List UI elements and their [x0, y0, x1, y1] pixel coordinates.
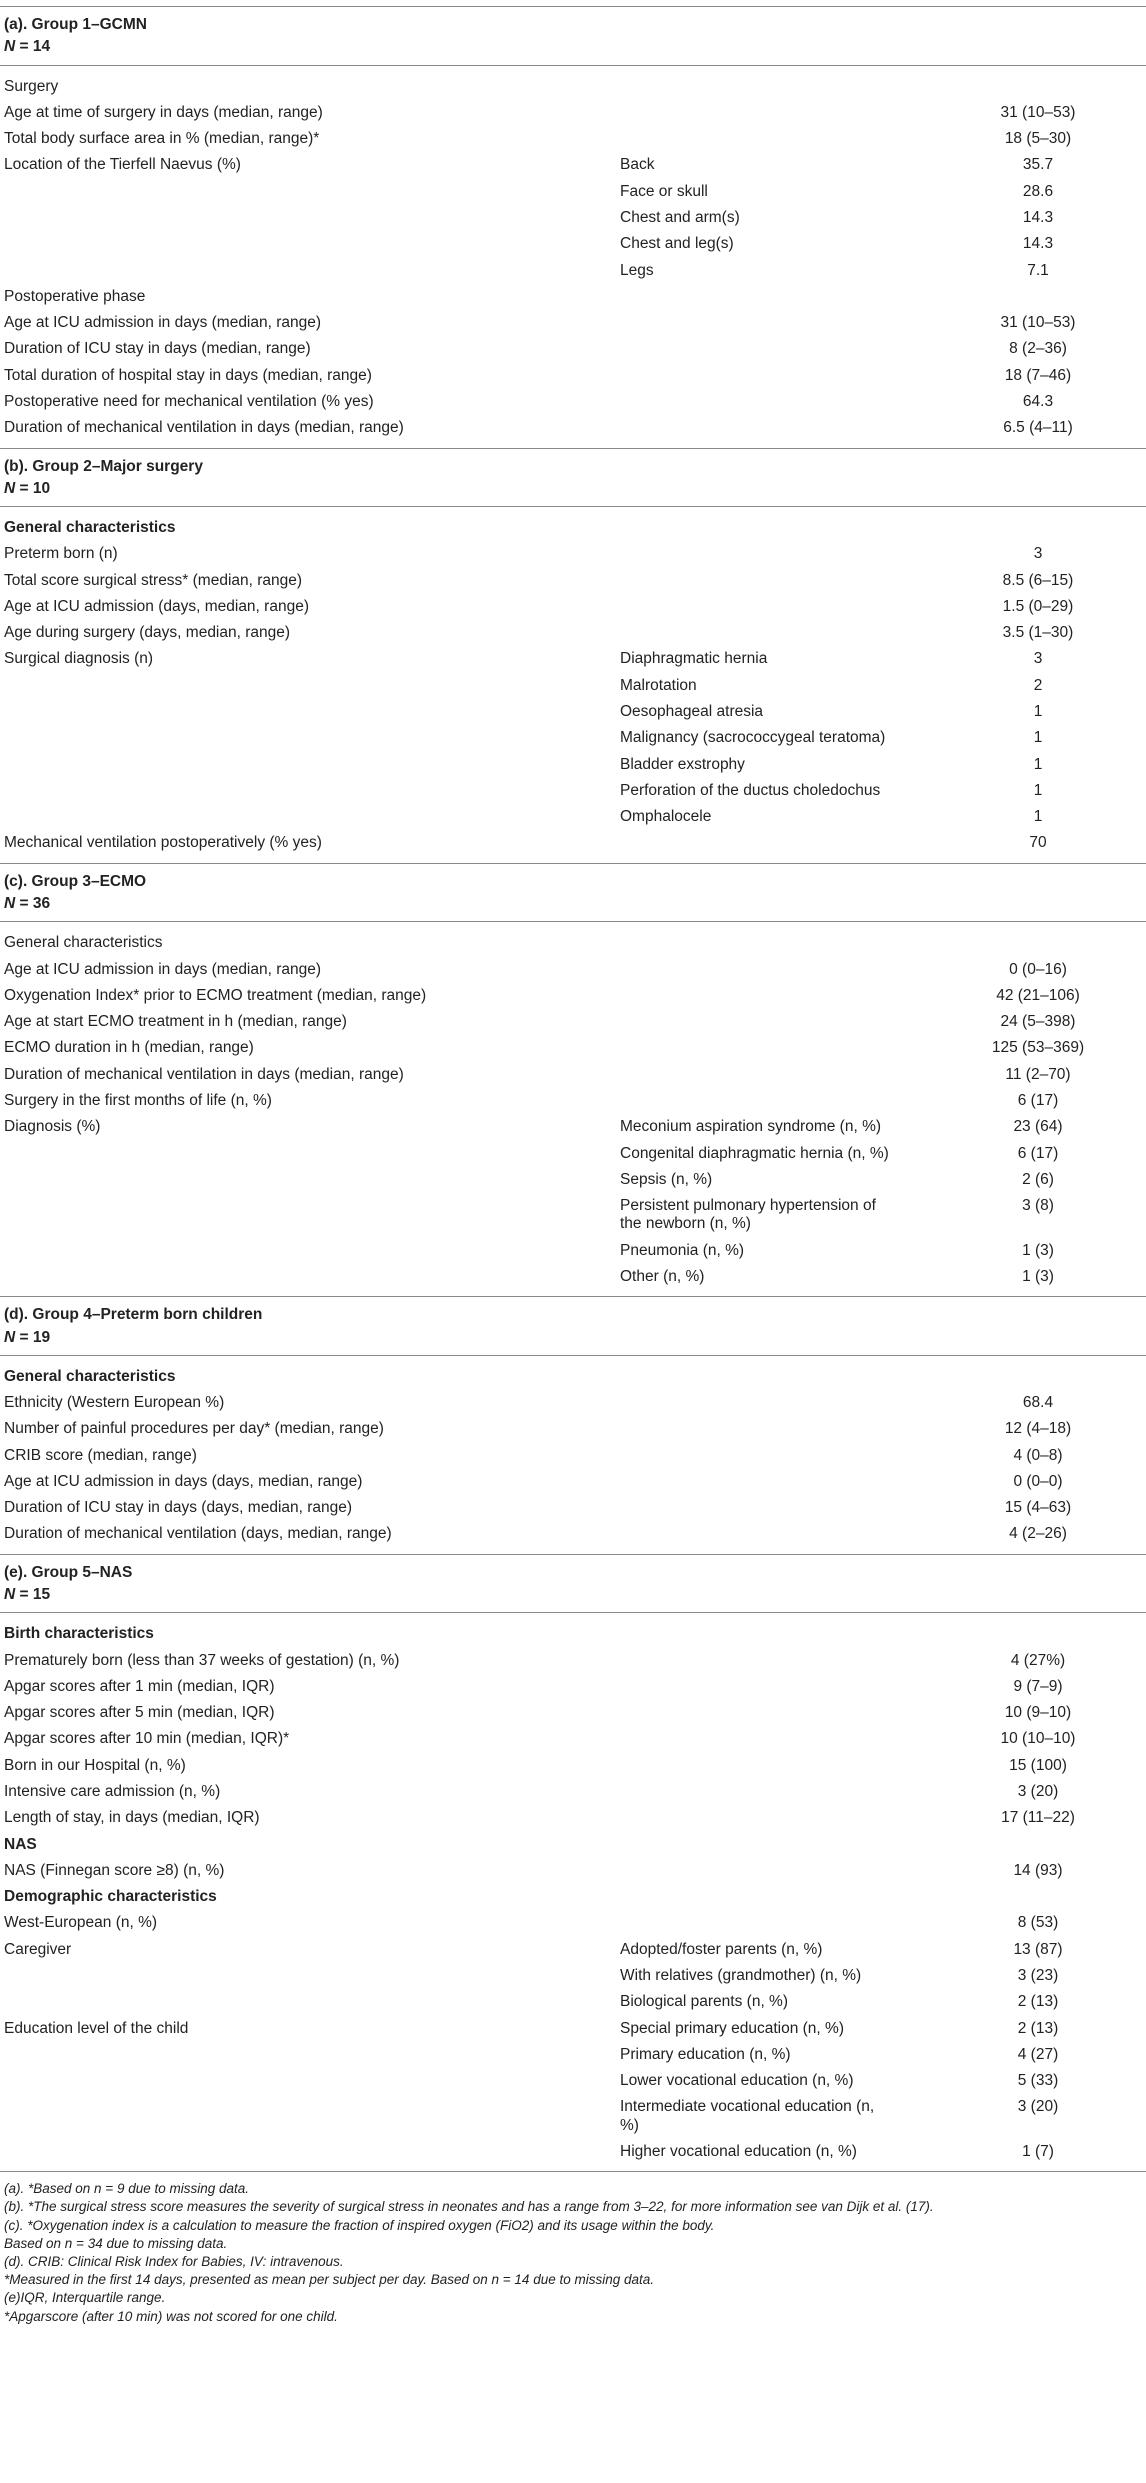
table-row	[0, 1193, 1146, 1238]
row-label: Diagnosis (%)	[4, 1118, 101, 1136]
row-value: 14 (93)	[1013, 1861, 1063, 1879]
table-row	[0, 205, 1146, 231]
row-value: 8 (2–36)	[1009, 340, 1067, 358]
group-rows	[0, 921, 1146, 1296]
row-label: Postoperative need for mechanical ventilation (% yes)	[4, 392, 374, 410]
table-row	[0, 1753, 1146, 1779]
table-row	[0, 1141, 1146, 1167]
table-row	[0, 2094, 1146, 2139]
table-row	[0, 1910, 1146, 1936]
row-value: 35.7	[1022, 156, 1054, 174]
row-label: Age at ICU admission in days (days, median, range)	[4, 1472, 363, 1490]
group-n-value: = 14	[19, 38, 51, 56]
table-row	[0, 2139, 1146, 2165]
table-row	[0, 1726, 1146, 1752]
row-label: Apgar scores after 10 min (median, IQR)*	[4, 1730, 290, 1748]
table-row	[0, 1264, 1146, 1290]
row-label: Age at time of surgery in days (median, range)	[4, 103, 323, 121]
row-value: 1.5 (0–29)	[1002, 597, 1074, 615]
row-label: Duration of ICU stay in days (days, median, range)	[4, 1499, 353, 1517]
table-row	[0, 1088, 1146, 1114]
footnote: Based on n = 34 due to missing data.	[4, 2235, 228, 2251]
row-sublabel: Chest and arm(s)	[620, 208, 740, 226]
group-n-value: = 36	[19, 895, 51, 912]
group-rows	[0, 1355, 1146, 1554]
row-value: 7.1	[1027, 261, 1049, 279]
row-label: Age at ICU admission in days (median, range)	[4, 960, 322, 978]
group-n-label: N	[4, 1328, 16, 1346]
table-row	[0, 804, 1146, 830]
row-value: 18 (7–46)	[1004, 366, 1072, 384]
group-n-value: = 10	[19, 479, 51, 497]
table-row	[0, 1937, 1146, 1963]
table-row	[0, 1238, 1146, 1264]
table-row	[0, 1443, 1146, 1469]
row-label: Surgical diagnosis (n)	[4, 650, 154, 668]
row-label: Prematurely born (less than 37 weeks of gestation) (n, %)	[4, 1651, 400, 1669]
row-label: Duration of mechanical ventilation in days (median, range)	[4, 419, 404, 437]
row-value: 68.4	[1022, 1394, 1054, 1412]
footnote: (a). *Based on n = 9 due to missing data.	[4, 2181, 250, 2197]
row-label: Duration of mechanical ventilation in days (median, range)	[4, 1065, 404, 1083]
row-value: 15 (100)	[1009, 1756, 1067, 1774]
group-header	[0, 1554, 1146, 1613]
footnotes	[0, 2171, 1146, 2332]
row-value: 13 (87)	[1013, 1940, 1063, 1958]
row-value: 17 (11–22)	[1001, 1809, 1075, 1827]
row-value: 4 (27%)	[1010, 1651, 1066, 1669]
table-row	[0, 1167, 1146, 1193]
table-row	[0, 126, 1146, 152]
table-row	[0, 673, 1146, 699]
table-row	[0, 1035, 1146, 1061]
row-value: 10 (9–10)	[1004, 1704, 1072, 1722]
row-value: 28.6	[1022, 182, 1054, 200]
row-sublabel: Primary education (n, %)	[620, 2045, 791, 2063]
row-value: 6 (17)	[1017, 1144, 1059, 1162]
row-value: 11 (2–70)	[1005, 1065, 1071, 1083]
group-n-value: = 19	[19, 1328, 51, 1346]
row-label: Apgar scores after 5 min (median, IQR)	[4, 1704, 275, 1722]
row-label: Surgery in the first months of life (n, %)	[4, 1091, 272, 1109]
row-value: 0 (0–0)	[1013, 1472, 1063, 1490]
row-label: Education level of the child	[4, 2019, 189, 2037]
row-label: Ethnicity (Western European %)	[4, 1394, 225, 1412]
row-value: 3 (20)	[1017, 2098, 1059, 2116]
group-header	[0, 448, 1146, 507]
group-n	[4, 895, 1146, 913]
table-row	[0, 594, 1146, 620]
table-row	[0, 1114, 1146, 1140]
footnote: *Apgarscore (after 10 min) was not scored for one child.	[4, 2308, 338, 2324]
table-row	[0, 389, 1146, 415]
row-value: 23 (64)	[1013, 1118, 1063, 1136]
row-value: 10 (10–10)	[1000, 1730, 1076, 1748]
table-row	[0, 1779, 1146, 1805]
group-n-label: N	[4, 479, 16, 497]
group-n	[4, 38, 1146, 56]
row-sublabel: Malrotation	[620, 676, 697, 694]
table-row	[0, 1674, 1146, 1700]
row-label: Born in our Hospital (n, %)	[4, 1756, 186, 1774]
table-row	[0, 1521, 1146, 1547]
section-label: General characteristics	[4, 1367, 176, 1385]
row-value: 8 (53)	[1017, 1914, 1059, 1932]
row-value: 8.5 (6–15)	[1002, 571, 1074, 589]
row-value: 1 (3)	[1022, 1267, 1054, 1285]
row-sublabel: Meconium aspiration syndrome (n, %)	[620, 1118, 882, 1136]
table-row	[0, 541, 1146, 567]
table-row	[0, 1495, 1146, 1521]
section-label: Demographic characteristics	[4, 1888, 217, 1906]
table-row	[0, 1390, 1146, 1416]
group-title: (d). Group 4–Preterm born children	[4, 1306, 263, 1324]
row-sublabel: Biological parents (n, %)	[620, 1993, 788, 2011]
table-row	[0, 415, 1146, 441]
group-n-label: N	[4, 38, 16, 56]
group-n-label: N	[4, 895, 16, 912]
table-row	[0, 1963, 1146, 1989]
group-header	[0, 6, 1146, 65]
group-n	[4, 1586, 1146, 1604]
row-value: 18 (5–30)	[1004, 130, 1072, 148]
row-sublabel: Pneumonia (n, %)	[620, 1241, 745, 1259]
row-value: 3	[1033, 650, 1043, 668]
row-label: Age at ICU admission in days (median, range)	[4, 314, 322, 332]
row-sublabel: Chest and leg(s)	[620, 235, 734, 253]
section-label: General characteristics	[4, 934, 163, 952]
row-value: 2 (6)	[1022, 1170, 1054, 1188]
row-sublabel: Diaphragmatic hernia	[620, 650, 768, 668]
row-value: 2	[1033, 676, 1043, 694]
row-value: 1	[1033, 729, 1043, 747]
row-label: Duration of mechanical ventilation (days, median, range)	[4, 1525, 392, 1543]
row-sublabel: Oesophageal atresia	[620, 703, 764, 721]
section-heading	[0, 930, 1146, 956]
row-value: 14.3	[1022, 235, 1054, 253]
row-sublabel: Congenital diaphragmatic hernia (n, %)	[620, 1144, 889, 1162]
row-label: Intensive care admission (n, %)	[4, 1783, 221, 1800]
group-title: (b). Group 2–Major surgery	[4, 457, 203, 475]
row-sublabel: Back	[620, 156, 655, 174]
table-row	[0, 725, 1146, 751]
table-row	[0, 620, 1146, 646]
row-label: Duration of ICU stay in days (median, range)	[4, 340, 311, 358]
section-heading	[0, 284, 1146, 310]
row-value: 1 (7)	[1022, 2142, 1054, 2160]
table-row	[0, 830, 1146, 856]
section-label: Birth characteristics	[4, 1625, 154, 1643]
row-value: 70	[1029, 834, 1047, 852]
row-label: Total score surgical stress* (median, range)	[4, 571, 303, 589]
row-value: 3	[1033, 545, 1043, 563]
row-value: 3.5 (1–30)	[1002, 624, 1074, 642]
table-row	[0, 1805, 1146, 1831]
row-label: Length of stay, in days (median, IQR)	[4, 1809, 260, 1827]
row-value: 4 (0–8)	[1013, 1446, 1063, 1464]
footnote: *Measured in the first 14 days, presented as mean per subject per day. Based on n = 14 due to missing data.	[4, 2272, 655, 2288]
row-value: 0 (0–16)	[1009, 960, 1067, 978]
row-label: Age during surgery (days, median, range)	[4, 624, 291, 642]
row-label: Oxygenation Index* prior to ECMO treatment (median, range)	[4, 986, 427, 1004]
group-n-value: = 15	[19, 1586, 51, 1604]
row-sublabel: Perforation of the ductus choledochus	[620, 781, 881, 799]
row-value: 12 (4–18)	[1004, 1420, 1072, 1438]
row-label: Location of the Tierfell Naevus (%)	[4, 156, 241, 174]
row-label: Total body surface area in % (median, range)*	[4, 130, 320, 148]
row-sublabel: With relatives (grandmother) (n, %)	[620, 1966, 862, 1984]
footnote: (e)IQR, Interquartile range.	[4, 2290, 166, 2306]
row-sublabel: Omphalocele	[620, 808, 712, 826]
row-sublabel: Lower vocational education (n, %)	[620, 2072, 854, 2090]
row-sublabel: Face or skull	[620, 182, 708, 200]
row-value: 4 (27)	[1017, 2045, 1059, 2063]
row-sublabel: Adopted/foster parents (n, %)	[620, 1940, 823, 1958]
table-row	[0, 336, 1146, 362]
row-label: Preterm born (n)	[4, 545, 118, 563]
section-heading	[0, 515, 1146, 541]
row-value: 1	[1033, 755, 1043, 773]
section-heading	[0, 1621, 1146, 1647]
section-heading	[0, 1884, 1146, 1910]
row-value: 1	[1033, 808, 1043, 826]
row-label: Age at start ECMO treatment in h (median, range)	[4, 1013, 347, 1031]
group-rows	[0, 65, 1146, 448]
row-sublabel: Persistent pulmonary hypertension of the newborn (n, %)	[620, 1197, 876, 1233]
row-value: 9 (7–9)	[1013, 1677, 1063, 1695]
section-label: NAS	[4, 1835, 37, 1853]
group-rows	[0, 1612, 1146, 2171]
row-sublabel: Legs	[620, 261, 654, 279]
row-value: 3 (20)	[1017, 1783, 1059, 1800]
table-row	[0, 2042, 1146, 2068]
table-row	[0, 1700, 1146, 1726]
row-label: Caregiver	[4, 1940, 72, 1958]
row-value: 31 (10–53)	[1000, 314, 1076, 332]
table-row	[0, 179, 1146, 205]
row-value: 42 (21–106)	[996, 986, 1080, 1004]
row-value: 15 (4–63)	[1004, 1499, 1072, 1517]
row-value: 125 (53–369)	[991, 1039, 1085, 1057]
group-rows	[0, 506, 1146, 863]
row-value: 1	[1033, 703, 1043, 721]
footnote: (c). *Oxygenation index is a calculation to measure the fraction of inspired oxygen (FiO2) and its usage within the body.	[4, 2217, 715, 2233]
table-row	[0, 231, 1146, 257]
row-sublabel: Other (n, %)	[620, 1267, 705, 1285]
table-row	[0, 646, 1146, 672]
table-row	[0, 310, 1146, 336]
table-row	[0, 2016, 1146, 2042]
row-sublabel: Bladder exstrophy	[620, 755, 745, 773]
row-sublabel: Intermediate vocational education (n, %)	[620, 2098, 875, 2134]
footnote: (b). *The surgical stress score measures the severity of surgical stress in neonates and has a range from 3–22, for more information see van Dijk et al. (17).	[4, 2199, 934, 2215]
section-label: Surgery	[4, 77, 59, 95]
table-row	[0, 983, 1146, 1009]
row-sublabel: Higher vocational education (n, %)	[620, 2142, 857, 2160]
row-value: 1	[1033, 781, 1043, 799]
group-title: (e). Group 5–NAS	[4, 1563, 133, 1581]
row-label: ECMO duration in h (median, range)	[4, 1039, 254, 1057]
table-row	[0, 2068, 1146, 2094]
row-label: Age at ICU admission (days, median, range)	[4, 597, 309, 615]
row-value: 64.3	[1022, 392, 1054, 410]
table-row	[0, 1469, 1146, 1495]
table-row	[0, 1989, 1146, 2015]
table-row	[0, 1648, 1146, 1674]
section-heading	[0, 1832, 1146, 1858]
row-value: 4 (2–26)	[1009, 1525, 1067, 1543]
row-label: Mechanical ventilation postoperatively (% yes)	[4, 834, 322, 852]
table-row	[0, 1062, 1146, 1088]
table-row	[0, 1416, 1146, 1442]
row-value: 3 (23)	[1017, 1966, 1059, 1984]
row-label: NAS (Finnegan score ≥8) (n, %)	[4, 1861, 225, 1879]
group-title: (a). Group 1–GCMN	[4, 16, 147, 33]
row-label: CRIB score (median, range)	[4, 1446, 197, 1464]
table-row	[0, 568, 1146, 594]
row-sublabel: Special primary education (n, %)	[620, 2019, 844, 2037]
row-value: 14.3	[1022, 208, 1054, 226]
row-value: 24 (5–398)	[1000, 1013, 1076, 1031]
footnote: (d). CRIB: Clinical Risk Index for Babies, IV: intravenous.	[4, 2253, 344, 2269]
table-row	[0, 258, 1146, 284]
group-title: (c). Group 3–ECMO	[4, 872, 147, 890]
row-label: West-European (n, %)	[4, 1914, 158, 1932]
table-row	[0, 1858, 1146, 1884]
section-label: Postoperative phase	[4, 287, 146, 305]
row-value: 6.5 (4–11)	[1003, 419, 1073, 437]
row-sublabel: Sepsis (n, %)	[620, 1170, 713, 1188]
section-heading	[0, 1364, 1146, 1390]
table-row	[0, 363, 1146, 389]
section-label: General characteristics	[4, 519, 176, 537]
table-row	[0, 752, 1146, 778]
table-row	[0, 1009, 1146, 1035]
row-value: 31 (10–53)	[1000, 103, 1076, 121]
row-value: 1 (3)	[1022, 1241, 1054, 1259]
row-label: Number of painful procedures per day* (median, range)	[4, 1420, 384, 1438]
row-value: 3 (8)	[1022, 1197, 1054, 1215]
group-header	[0, 1296, 1146, 1355]
row-label: Apgar scores after 1 min (median, IQR)	[4, 1677, 275, 1695]
group-n	[4, 1329, 1146, 1347]
row-label: Total duration of hospital stay in days (median, range)	[4, 366, 372, 384]
table-row	[0, 152, 1146, 178]
row-sublabel: Malignancy (sacrococcygeal teratoma)	[620, 729, 886, 747]
section-heading	[0, 74, 1146, 100]
row-value: 2 (13)	[1017, 1993, 1059, 2011]
row-value: 5 (33)	[1017, 2072, 1059, 2090]
group-header	[0, 863, 1146, 922]
table-row	[0, 957, 1146, 983]
table-row	[0, 699, 1146, 725]
row-value: 2 (13)	[1017, 2019, 1059, 2037]
group-n-label: N	[4, 1586, 16, 1604]
row-value: 6 (17)	[1017, 1091, 1059, 1109]
group-n	[4, 480, 1146, 498]
table-row	[0, 100, 1146, 126]
table-row	[0, 778, 1146, 804]
